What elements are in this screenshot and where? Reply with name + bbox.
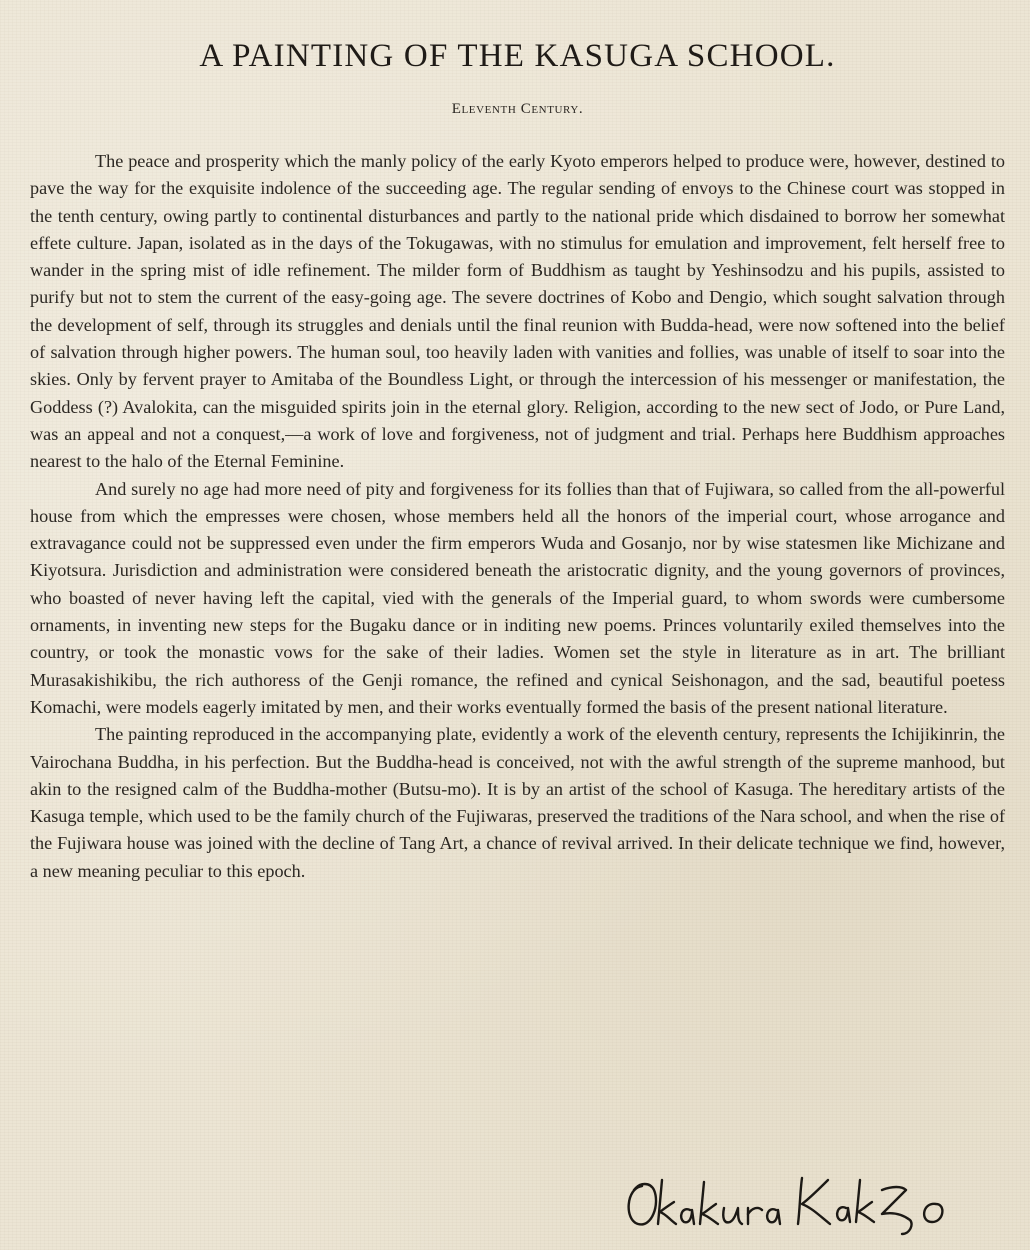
paragraph-1: The peace and prosperity which the manly policy of the early Kyoto emperors helped to produce were, however, destined to pave the way for the exquisite indolence of the succeeding age. The regular sending of envoys to the Chinese court was stopped in the tenth century, owing partly to continental disturbances and partly to the national pride which disdained to borrow her somewhat effete culture. Japan, isolated as in the days of the Tokugawas, with no stimulus for emulation and improvement, felt herself free to wander in the spring mist of idle refinement. The milder form of Buddhism as taught by Yeshinsodzu and his pupils, assisted to purify but not to stem the current of the easy-going age. The severe doctrines of Kobo and Dengio, which sought salvation through the development of self, through its struggles and denials until the final reunion with Budda-head, were now softened into the belief of salvation through higher powers. The human soul, too heavily laden with vanities and follies, was unable of itself to soar into the skies. Only by fervent prayer to Amitaba of the Boundless Light, or through the intercession of his messenger or manifestation, the Goddess (?) Avalokita, can the misguided spirits join in the eternal glory. Religion, according to the new sect of Jodo, or Pure Land, was an appeal and not a conquest,—a work of love and forgiveness, not of judgment and trial. Perhaps here Buddhism approaches nearest to the halo of the Eternal Feminine. bbox=[30, 151, 1005, 472]
document-page bbox=[30, 0, 1005, 1250]
paragraph-2: And surely no age had more need of pity and forgiveness for its follies than that of Fujiwara, so called from the all-powerful house from which the empresses were chosen, whose members held all the honors of the imperial court, whose arrogance and extravagance could not be suppressed even under the firm emperors Wuda and Gosanjo, nor by wise statesmen like Michizane and Kiyotsura. Jurisdiction and administration were considered beneath the aristocratic dignity, and the young governors of provinces, who boasted of never having left the capital, vied with the generals of the Imperial guard, to whom swords were cumbersome ornaments, in inventing new steps for the Bugaku dance or in inditing new poems. Princes voluntarily exiled themselves into the country, or took the monastic vows for the sake of their ladies. Women set the style in literature as in art. The brilliant Murasakishikibu, the rich authoress of the Genji romance, the refined and cynical Seishonagon, and the sad, beautiful poetess Komachi, were models eagerly imitated by men, and their works eventually formed the basis of the present national literature. bbox=[30, 478, 1005, 717]
paragraph-3: The painting reproduced in the accompanying plate, evidently a work of the eleventh century, represents the Ichijikinrin, the Vairochana Buddha, in his perfection. But the Buddha-head is conceived, not with the awful strength of the supreme manhood, but akin to the resigned calm of the Buddha-mother (Butsu-mo). It is by an artist of the school of Kasuga. The hereditary artists of the Kasuga temple, which used to be the family church of the Fujiwaras, preserved the traditions of the Nara school, and when the rise of the Fujiwara house was joined with the decline of Tang Art, a chance of revival arrived. In their delicate technique we find, however, a new meaning peculiar to this epoch. bbox=[30, 724, 1005, 881]
page-title: A PAINTING OF THE KASUGA SCHOOL. bbox=[199, 38, 836, 74]
document-body bbox=[30, 148, 1005, 885]
page-subtitle: Eleventh Century. bbox=[451, 101, 584, 117]
handwritten-signature bbox=[620, 1168, 980, 1238]
